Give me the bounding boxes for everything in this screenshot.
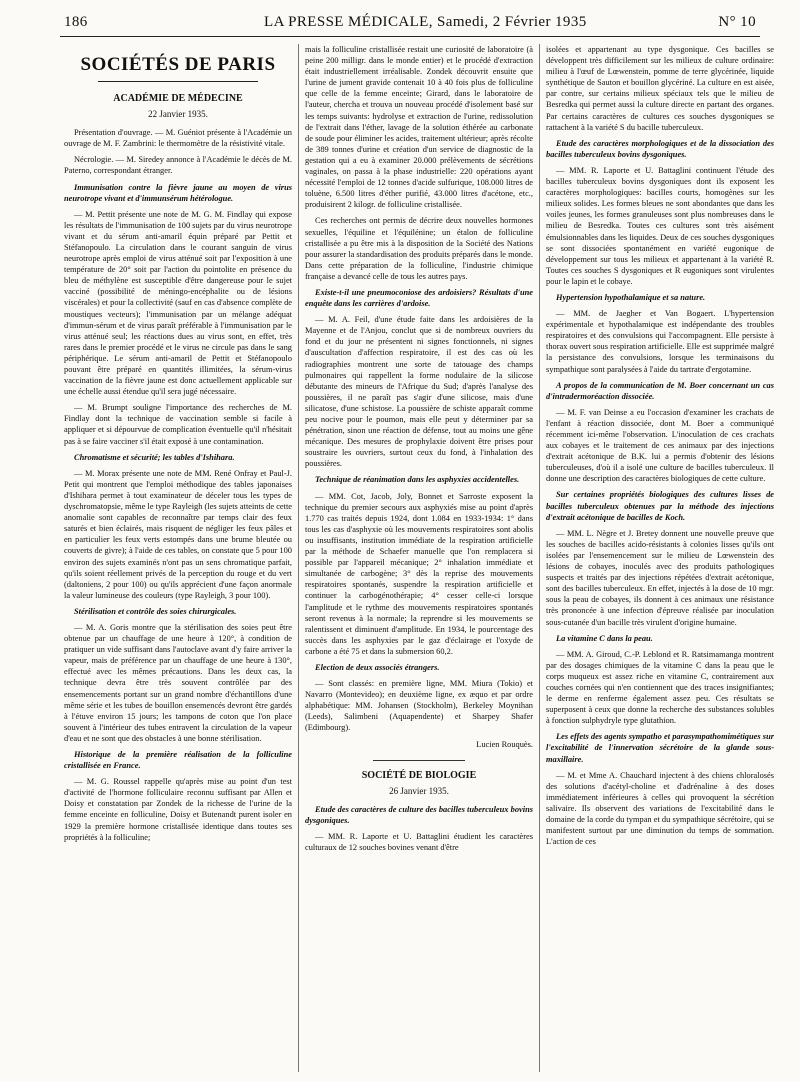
article-heading: Immunisation contre la fièvre jaune au moyen de virus neurotrope vivant et d'immunsérum hétérologue. — [64, 182, 292, 203]
article-heading: A propos de la communication de M. Boer concernant un cas d'intradermoréaction dissociée. — [546, 380, 774, 401]
academy-date: 22 Janvier 1935. — [148, 109, 208, 120]
section-rule — [98, 81, 258, 82]
paragraph: — MM. de Jaegher et Van Bogaert. L'hypertension expérimentale et hypothalamique est indépendante des troubles respiratoires et des convulsions qui l'accompagnent. Elle persiste à thorax ouvert sous respiration artificielle. Elle est supprimée malgré la persistance des convulsions, lorsque les terminaisons du sympathique sont paralysées à l'aide du tartrate d'ergotamine. — [546, 309, 774, 374]
paragraph: Ces recherches ont permis de décrire deux nouvelles hormones sexuelles, l'équiline et l'équilénine; un étalon de folliculine cristallisée a pu être mis à la disposition de la Société des Nations pour assurer la standardisation des produits préparés dans le monde. Dans cette préparation de la folliculine, l'industrie chimique française a devancé celle de tous les autres pays. — [305, 216, 533, 281]
journal-title: LA PRESSE MÉDICALE, Samedi, 2 Février 1935 — [264, 14, 587, 30]
paragraph: — MM. R. Laporte et U. Battaglini étudient les caractères culturaux de 12 souches bovines venant d'être — [305, 831, 533, 852]
section-divider — [373, 760, 464, 761]
section-title: SOCIÉTÉS DE PARIS — [80, 54, 276, 75]
paragraph: isolées et appartenant au type dysgonique. Ces bacilles se développent très difficilement sur les milieux de culture ordinaire: milieu à l'œuf de Lœwenstein, pomme de terre glycérinée, liquide synthétique de Sauton et bouillon glycériné. La culture en est aisée, par contre, sur certains milieux spéciaux tels que le milieu de Besredka qui permet aussi la culture directe en partant des organes. Par certains caractères de cultures ces souches dysgoniques se rattachent à la variété S du bacille tuberculeux. — [546, 45, 774, 132]
paragraph: — M. A. Goris montre que la stérilisation des soies peut être obtenue par un chauffage de une heure à 120°, à condition de pratiquer un vide suffisant dans l'autoclave avant d'y faire arriver la vapeur, mais de préférence par un chauffage de une heure à 130°, effectué avec les mêmes précautions. Dans les deux cas, la technique devra être très souvent contrôlée par des ensemencements portant sur un grand nombre d'échantillons d'une même série et les tubes de bouillon ensemencés devront être gardés à l'étuve environ 15 jours; les tampons de coton que l'on place souvent à l'intérieur des tubes entravent la circulation de la vapeur d'eau et ne sont que des obstacles à une bonne stérilisation. — [64, 622, 292, 743]
paragraph: — MM. A. Giroud, C.-P. Leblond et R. Ratsimamanga montrent par des dosages chimiques de la vitamine C dans la peau que le corps muqueux est assez riche en vitamine C, contrairement aux couches cornées qui n'en contiennent que des traces insignifiantes; le derme en renferme également assez peu. Ces résultats se superposent à ceux que donne la recherche des substances solubles à fonction sulphydryle type glutathion. — [546, 649, 774, 726]
paragraph: — M. et Mme A. Chauchard injectent à des chiens chloralosés des solutions d'acétyl-choline et d'adrénaline à des doses immédiatement inférieures à celles qui provoquent la sécrétion salivaire. Ils observent des variations de l'excitabilité dans le domaine de la corde du tympan et du sympathique sécrétoire, qui se manifestent surtout par une diminution du temps de sommation. L'action de ces — [546, 770, 774, 847]
page-number: 186 — [64, 14, 88, 30]
column-2 — [305, 44, 533, 1072]
column-divider — [298, 44, 299, 1072]
article-heading: Historique de la première réalisation de la folliculine cristallisée en France. — [64, 750, 292, 771]
paragraph: — M. Brumpt souligne l'importance des recherches de M. Findlay dont la technique de vaccination semble si facile à appliquer et si dépourvue de complication éventuelle qu'il n'hésitait pas à se faire vacciner s'il était exposé à une contamination. — [64, 403, 292, 446]
column-divider — [539, 44, 540, 1072]
article-heading: Sur certaines propriétés biologiques des cultures lisses de bacilles tuberculeux obtenues par la méthode des injections d'extrait acétonique de bacilles de Koch. — [546, 490, 774, 522]
academy-title: ACADÉMIE DE MÉDECINE — [113, 93, 243, 105]
author-signature: Lucien Rouquès. — [476, 739, 533, 749]
article-heading: Hypertension hypothalamique et sa nature. — [556, 292, 706, 302]
article-heading: Existe-t-il une pneumoconiose des ardoisiers? Résultats d'une enquête dans les carrières d'ardoise. — [305, 287, 533, 309]
paragraph: — MM. L. Nègre et J. Bretey donnent une nouvelle preuve que les souches de bacilles acido-résistants à colonies lisses qu'ils ont isolées par l'ensemencement sur le milieu de Lœwenstein des lésions de cobayes, inoculés avec des produits pathologiques suspects et traités par des injections répétées d'extrait acétonique, sont des bacilles tuberculeux. En effet, injectés à la dose de 10 mgr. sous la peau de cobayes, ils donnent à ces animaux une résistance très prononcée à une infection d'épreuve réalisée par inoculation sous-cutanée d'un bacille très virulent d'origine humaine. — [546, 528, 774, 627]
header-rule — [60, 36, 760, 37]
paragraph: — Sont classés: en première ligne, MM. Miura (Tokio) et Navarro (Montevideo); en deuxième ligne, ex æquo et par ordre alphabétique: MM. Johansen (Stockholm), Berkeley Moynihan (Leeds), Salimbeni (Aquapendente) et Sharpey Shafer (Edimbourg). — [305, 679, 533, 733]
paragraph: Nécrologie. — M. Siredey annonce à l'Académie le décès de M. Paterno, correspondant étranger. — [64, 155, 292, 176]
issue-number: N° 10 — [718, 14, 756, 30]
paragraph: — M. G. Roussel rappelle qu'après mise au point d'un test d'activité de l'hormone folliculaire reconnu suffisant par Allen et Doisy et constatation par Zondek de la richesse de l'urine de la femme enceinte en folliculine, Doisy et Butenandt purent isoler en 1929 la première hormone cristallisée identique dans toutes ses propriétés à la folliculine; — [64, 777, 292, 842]
article-heading: Etude des caractères de culture des bacilles tuberculeux bovins dysgoniques. — [305, 804, 533, 825]
paragraph: — M. Pettit présente une note de M. G. M. Findlay qui expose les résultats de l'immunisation de 100 sujets par du virus neurotrope vivant et du sérum anti-amaril équin préparé par Pettit et Stéfanopoulo. La circulation dans le courant sanguin de virus neurotrope après emploi de virus atténué soit par l'exposition à une température de 20° soit par l'action du pointolite en présence du bleu de méthylène est susceptible d'être dangereuse pour le sujet vacciné (possibilité de méningo-encéphalite ou de lésions viscérales) et pour la collectivité (sauf en cas d'absence complète de moustiques vecteurs); l'immunisation par un mélange adéquat d'immun-sérum et de virus paraît préférable à l'immunisation par le virus atténué seul; les réactions dues au virus sont, en effet, très rares dans le premier procédé et le virus ne circule pas dans le sang périphérique. Le sérum anti-amaril de Pettit et Stéfanopoulo pouvant être préparé en quantités illimitées, la sérum-virus vaccination de la fièvre jaune est donc actuellement applicable sur une échelle aussi étendue qu'il sera jugé nécessaire. — [64, 209, 292, 397]
paragraph: — MM. Cot, Jacob, Joly, Bonnet et Sarroste exposent la technique du premier secours aux asphyxiés mise au point d'après 1.770 cas traités depuis 1924, dont 1.084 en 1933-1934: 1° dans tous les cas d'asphyxie où les mouvements respiratoires sont abolis ou insuffisants, institution immédiate de la respiration artificielle par la méthode de Schaefer manuelle que l'on remplacera si possible par l'appareil mécanique; 2° inhalation immédiate et simultanée de carbogène; 3° dès la reprise des mouvements respiratoires spontanés, suspendre la respiration artificielle et continuer la carbogénothérapie; 4° cesser celle-ci lorsque l'amplitude et le rythme des mouvements respiratoires spontanés seront revenus à la normale; la reprendre si les mouvements se ralentissent et diminuent d'amplitude. En 1934, le pourcentage des succès dans les asphyxies par le gaz d'éclairage et l'oxyde de carbone a été 75 et dans la submersion 60,2. — [305, 491, 533, 656]
paragraph: — M. F. van Deinse a eu l'occasion d'examiner les crachats de l'enfant à réaction dissociée, dont M. Boer a communiqué récemment ici-même l'observation. L'inoculation de ces crachats aux cobayes et le traitement de ces animaux par des injections d'extrait acétonique de B.K. lui a permis d'obtenir des lésions tuberculeuses, d'où il a isolé une culture de bacilles tuberculeux. Il donne une description des caractères biologiques de cette culture. — [546, 407, 774, 484]
article-heading: Election de deux associés étrangers. — [315, 662, 440, 672]
paragraph: — M. A. Feil, d'une étude faite dans les ardoisières de la Mayenne et de l'Anjou, conclut que si de nombreux ouvriers du fond et du jour ne présentent ni signes fonctionnels, ni signes d'auscultation d'affection respiratoire, il est des cas où les radiographies montrent une sorte de tatouage des champs pulmonaires qui rappellent la forme nodulaire de la silicose débutante des mineurs de l'Afrique du Sud; d'après l'analyse des poussières, il ne paraît pas s'agir d'une silicose, mais d'une silicatose, d'une schistose. La poussière de schiste apparaît comme peu nocive pour le poumon, mais elle peut y déterminer par sa pénétration, sinon une réaction de défense, tout au moins une gêne mécanique. Des mesures de prophylaxie doivent être prises pour soustraire les ouvriers, surtout ceux du fond, à l'inhalation des poussières. — [305, 315, 533, 469]
article-heading: Etude des caractères morphologiques et de la dissociation des bacilles tuberculeux bovins dysgoniques. — [546, 138, 774, 159]
article-heading: Technique de réanimation dans les asphyxies accidentelles. — [315, 475, 520, 485]
paragraph: — M. Morax présente une note de MM. René Onfray et Paul-J. Petit qui montrent que l'emploi méthodique des tables japonaises d'Ishihara permet à tout examinateur de déceler tous les types de dyschromatopsie, même le type Rayleigh (les sujets atteints de cette anomalie sont capables de reconnaître par temps clair des feux saturés et bien éclairés, mais risquent de négliger les feux pâles et en particulier les feux verts estompés dans une brume bleutée ou couverts de givre); à l'aide de ces tables, on constate que 5 pour 100 environ des sujets examinés n'ont pas un sens chromatique parfait, qu'ils soient réellement privés de la perception du rouge et du vert (daltoniens, 2 pour 100) ou qu'ils apprécient d'une façon anormale la valeur lumineuse des couleurs (type Rayleigh, 3 pour 100). — [64, 468, 292, 600]
article-heading: La vitamine C dans la peau. — [556, 633, 653, 643]
article-heading: Stérilisation et contrôle des soies chirurgicales. — [74, 606, 237, 616]
article-heading: Les effets des agents sympatho et parasympathomimétiques sur l'excitabilité de l'innervation sécrétoire de la glande sous-maxillaire. — [546, 732, 774, 764]
paragraph: — MM. R. Laporte et U. Battaglini continuent l'étude des bacilles tuberculeux bovins dysgoniques dont ils exposent les caractères morphologiques: bacilles courts, homogènes sur les milieux solides. Les formes bleues ne sont abondantes que dans les voiles jeunes, les formes granuleuses sont plus nombreuses dans le milieu de Besredka. Toutes ces cultures sont très aisément émulsionnables dans les liquides. Deux de ces souches dysgoniques se sont dissociées spontanément en variété eugonique de développement sur tous les milieux et appartenant à la variété R. Toutes ces souches S dysgoniques et R eugoniques sont virulentes pour le lapin et le cobaye. — [546, 165, 774, 286]
column-3 — [546, 44, 774, 1072]
article-heading: Chromatisme et sécurité; les tables d'Ishihara. — [74, 452, 235, 462]
paragraph: Présentation d'ouvrage. — M. Guéniot présente à l'Académie un ouvrage de M. F. Zambrini: le thermomètre de la résistivité vitale. — [64, 128, 292, 149]
running-header — [64, 14, 756, 36]
biology-title: SOCIÉTÉ DE BIOLOGIE — [361, 769, 477, 781]
biology-date: 26 Janvier 1935. — [389, 785, 449, 796]
paragraph: mais la folliculine cristallisée restait une curiosité de laboratoire (à peine 200 milligr. dans le monde entier) et le procédé d'extraction était industriellement irréalisable. Zondek découvrit ensuite que l'urine de jument gravide contenait 10 à 40 fois plus de folliculine que celle de la femme enceinte; Girard, dans le laboratoire de l'auteur, chercha et trouva un nouveau procédé d'isolement basé sur les temps suivants: hydrolyse et extraction de l'urine, redissolution de l'extrait dans l'éther, lavage de la solution éthérée au carbonate de soude pour éliminer les acides, traitement ultérieur; après récolte de 389 tonnes d'urine et création d'un service de diagnostic de la gestation qui a eu à examiner 20.000 prélèvements de sécrétions vaginales, on passa à la phase industrielle: 220 opérations ayant nécessité l'emploi de 12 tonnes d'acide sulfurique, 108.000 litres de toluène, 6.500 litres d'éther purifié, 43.000 litres d'acétone, etc., produisirent 2 kilogr. de folliculine cristallisée. — [305, 45, 533, 210]
column-1 — [64, 44, 292, 1072]
